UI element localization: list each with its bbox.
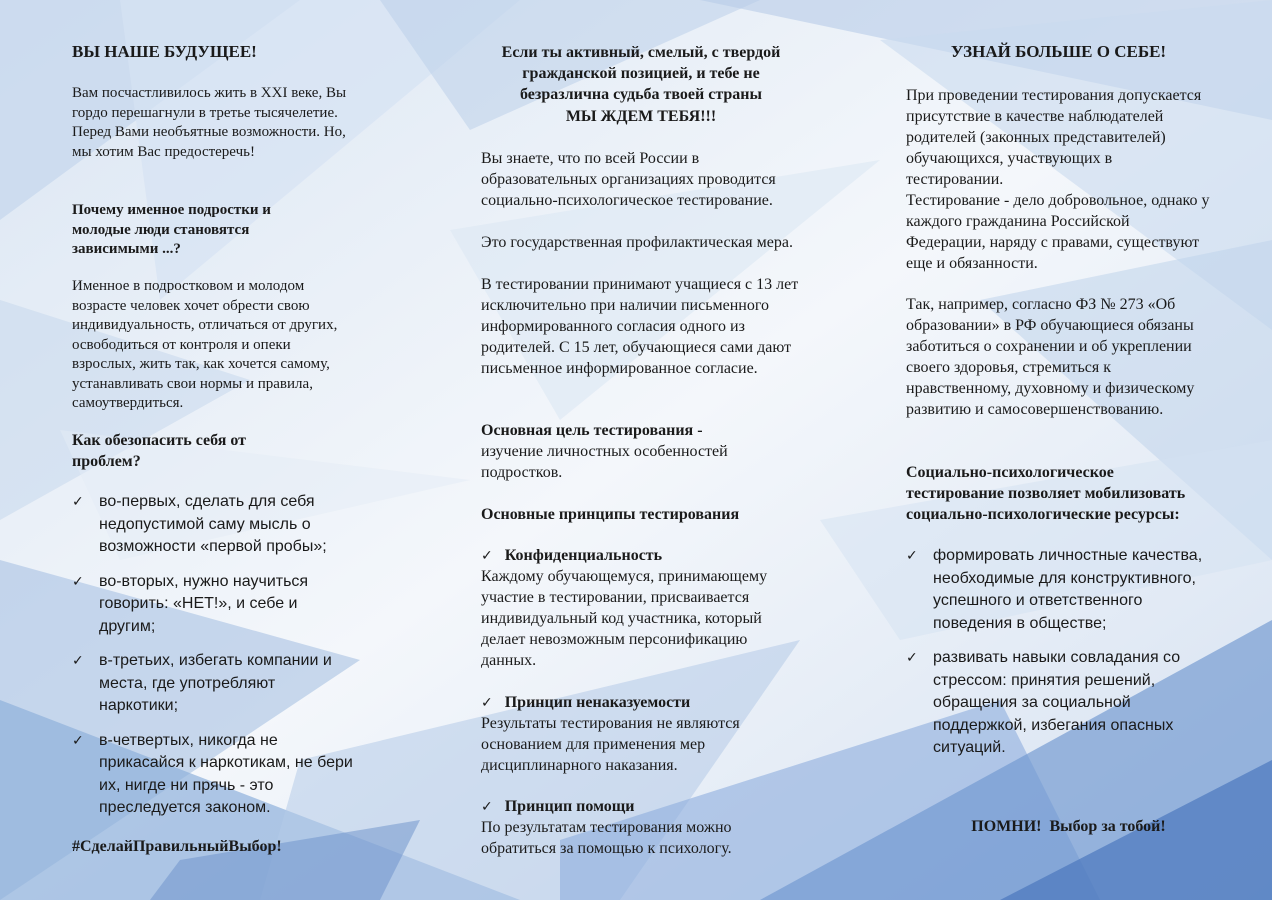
col2-header: Если ты активный, смелый, с твердой гражданской позицией, и тебе не безразлична судьба твоей страны (501, 44, 781, 103)
col1-title: ВЫ НАШЕ БУДУЩЕЕ! (72, 42, 257, 61)
col3-para-1: При проведении тестирования допускается присутствие в качестве наблюдателей родителей (законных представителей) обучающихся, участвующих в тестировании. (906, 87, 1202, 188)
check-icon: ✓ (72, 653, 84, 669)
tip-item: ✓ в-четвертых, никогда не прикасайся к наркотикам, не бери их, нигде ни прячь - это преследуется законом. (72, 731, 353, 816)
tip-item: ✓ во-первых, сделать для себя недопустимой саму мысль о возможности «первой пробы»; (72, 493, 327, 555)
check-icon: ✓ (72, 573, 84, 590)
col1-question-2: Как обезопасить себя от проблем? (72, 432, 246, 470)
resources-title: Социально-психологическое тестирование позволяет мобилизовать социально-психологические ресурсы: (906, 464, 1186, 523)
tip-item: ✓ во-вторых, нужно научиться говорить: «НЕТ!», и себе и другим; (72, 572, 309, 635)
principle-title: ✓ Конфиденциальность (481, 547, 663, 564)
principle-text: Результаты тестирования не являются основанием для применения мер дисциплинарного наказания. (481, 715, 740, 774)
goal-text: изучение личностных особенностей подростков. (481, 443, 728, 481)
col2-para-1: Вы знаете, что по всей России в образовательных организациях проводится социально-психологическое тестирование. (481, 150, 776, 209)
col3-title: УЗНАЙ БОЛЬШЕ О СЕБЕ! (950, 42, 1167, 61)
resources-list (906, 545, 1216, 760)
resource-item: ✓ формировать личностные качества, необходимые для конструктивного, успешного и ответственного поведения в обществе; (906, 547, 1203, 632)
col2-header-cta: МЫ ЖДЕМ ТЕБЯ!!! (565, 108, 717, 125)
resource-item: ✓ развивать навыки совладания со стрессом: принятия решений, обращения за социальной поддержкой, избегания опасных ситуаций. (906, 649, 1181, 756)
col3-para-3: Так, например, согласно ФЗ № 273 «Об образовании» в РФ обучающиеся обязаны заботиться о сохранении и об укреплении своего здоровья, стремиться к нравственному, духовному и физическому развитию и самосовершенствованию. (906, 296, 1195, 418)
col1-tips-list (72, 491, 357, 820)
check-icon: ✓ (481, 548, 493, 564)
col1-question-1: Почему именное подростки и молодые люди становятся зависимыми ...? (72, 202, 271, 257)
principle-text: Каждому обучающемуся, принимающему участие в тестировании, присваивается индивидуальный код участника, который делает невозможным персонификацию данных. (481, 568, 768, 669)
check-icon: ✓ (72, 732, 84, 749)
hashtag: #СделайПравильныйВыбор! (72, 838, 282, 855)
principle-title: ✓ Принцип помощи (481, 798, 635, 815)
check-icon: ✓ (906, 548, 918, 564)
col3-footer: ПОМНИ! Выбор за тобой! (971, 818, 1166, 835)
check-icon: ✓ (906, 650, 918, 666)
check-icon: ✓ (481, 799, 493, 815)
tip-item: ✓ в-третьих, избегать компании и места, где употребляют наркотики; (72, 652, 332, 714)
principle-text: По результатам тестирования можно обратиться за помощью к психологу. (481, 819, 732, 857)
col2-para-2: Это государственная профилактическая мера. (481, 234, 793, 251)
col1-answer-1: Именное в подростковом и молодом возрасте человек хочет обрести свою индивидуальность, отличаться от других, освободиться от контроля и опеки взрослых, жить так, как хочется самому, устанавливать свои нормы и правила, самоутвердиться. (72, 278, 338, 411)
check-icon: ✓ (72, 494, 84, 510)
principles-title: Основные принципы тестирования (481, 506, 740, 523)
col3-para-2: Тестирование - дело добровольное, однако у каждого гражданина Российской Федерации, наряду с правами, существуют еще и обязанности. (906, 192, 1210, 272)
col1-intro: Вам посчастливилось жить в XXI веке, Вы гордо перешагнули в третье тысячелетие. Перед Вами необъятные возможности. Но, мы хотим Вас предостеречь! (72, 85, 347, 160)
check-icon: ✓ (481, 695, 493, 711)
col2-para-3: В тестировании принимают учащиеся с 13 лет исключительно при наличии письменного информированного согласия одного из родителей. С 15 лет, обучающиеся сами дают письменное информированное согласие. (481, 276, 799, 377)
goal-title: Основная цель тестирования - (481, 422, 703, 439)
principle-title: ✓ Принцип ненаказуемости (481, 694, 691, 711)
